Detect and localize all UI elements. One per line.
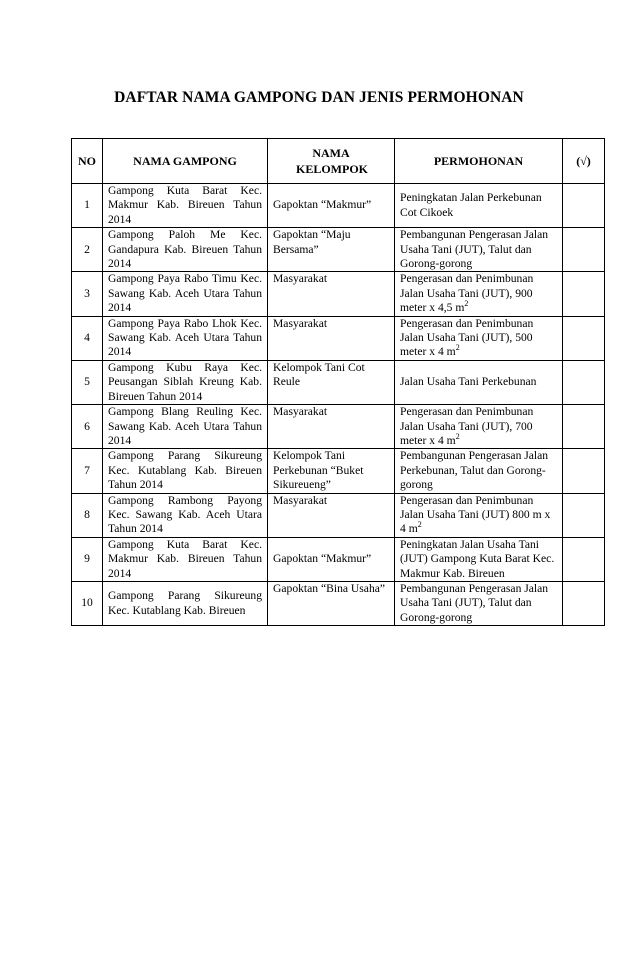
row-nama-kelompok: Masyarakat [268, 316, 395, 360]
row-permohonan-text: Pembangunan Pengerasan Jalan Usaha Tani (JUT), Talut dan Gorong-gorong [400, 228, 549, 271]
table-row [72, 228, 605, 272]
row-permohonan-superscript: 2 [417, 520, 422, 530]
table-row [72, 184, 605, 228]
row-permohonan [395, 316, 563, 360]
row-no: 5 [72, 360, 103, 404]
row-nama-gampong: Gampong Paya Rabo Lhok Kec. Sawang Kab. Aceh Utara Tahun 2014 [103, 316, 268, 360]
row-nama-gampong: Gampong Kuta Barat Kec. Makmur Kab. Bireuen Tahun 2014 [103, 537, 268, 581]
table-header-row [72, 139, 605, 184]
row-permohonan-text: Peningkatan Jalan Perkebunan Cot Cikoek [400, 191, 542, 219]
table-row [72, 493, 605, 537]
row-nama-kelompok: Masyarakat [268, 405, 395, 449]
document-title: DAFTAR NAMA GAMPONG DAN JENIS PERMOHONAN [114, 89, 524, 106]
row-check [563, 360, 605, 404]
table-row [72, 405, 605, 449]
row-no: 3 [72, 272, 103, 316]
gampong-table [71, 138, 605, 626]
header-nama-kelompok-text: NAMA KELOMPOK [296, 146, 368, 176]
row-permohonan-superscript: 2 [455, 343, 460, 353]
row-permohonan-text: Pengerasan dan Penimbunan Jalan Usaha Tani (JUT), 700 meter x 4 m [400, 405, 534, 447]
row-nama-gampong: Gampong Blang Reuling Kec. Sawang Kab. Aceh Utara Tahun 2014 [103, 405, 268, 449]
row-nama-kelompok: Kelompok Tani Perkebunan “Buket Sikureueng” [268, 449, 395, 493]
table-row [72, 537, 605, 581]
header-nama-kelompok [268, 139, 395, 184]
row-permohonan [395, 537, 563, 581]
row-check [563, 537, 605, 581]
row-no: 2 [72, 228, 103, 272]
row-no: 10 [72, 581, 103, 625]
row-nama-kelompok: Masyarakat [268, 272, 395, 316]
row-permohonan-text: Pengerasan dan Penimbunan Jalan Usaha Tani (JUT), 500 meter x 4 m [400, 316, 534, 359]
row-permohonan-text: Pembangunan Pengerasan Jalan Perkebunan, Talut dan Gorong-gorong [400, 449, 549, 492]
header-nama-gampong: NAMA GAMPONG [103, 139, 268, 184]
row-nama-kelompok: Gapoktan “Bina Usaha” [268, 581, 395, 625]
row-permohonan-text: Peningkatan Jalan Usaha Tani (JUT) Gampong Kuta Barat Kec. Makmur Kab. Bireuen [400, 537, 555, 580]
row-nama-kelompok: Gapoktan “Maju Bersama” [268, 228, 395, 272]
table-row [72, 449, 605, 493]
row-check [563, 228, 605, 272]
row-no: 1 [72, 184, 103, 228]
row-no: 6 [72, 405, 103, 449]
row-permohonan [395, 360, 563, 404]
row-nama-kelompok: Masyarakat [268, 493, 395, 537]
row-check [563, 581, 605, 625]
row-permohonan [395, 184, 563, 228]
header-permohonan: PERMOHONAN [395, 139, 563, 184]
row-nama-kelompok: Kelompok Tani Cot Reule [268, 360, 395, 404]
row-permohonan [395, 581, 563, 625]
table-row [72, 316, 605, 360]
row-no: 9 [72, 537, 103, 581]
row-no: 8 [72, 493, 103, 537]
row-no: 4 [72, 316, 103, 360]
row-permohonan-text: Pengerasan dan Penimbunan Jalan Usaha Tani (JUT), 900 meter x 4,5 m [400, 272, 534, 315]
header-no: NO [72, 139, 103, 184]
row-check [563, 449, 605, 493]
row-no: 7 [72, 449, 103, 493]
table-row [72, 360, 605, 404]
row-permohonan [395, 272, 563, 316]
row-permohonan [395, 493, 563, 537]
row-permohonan [395, 449, 563, 493]
row-check [563, 184, 605, 228]
row-nama-kelompok: Gapoktan “Makmur” [268, 184, 395, 228]
row-check [563, 493, 605, 537]
header-check: (√) [563, 139, 605, 184]
row-permohonan [395, 405, 563, 449]
row-nama-kelompok: Gapoktan “Makmur” [268, 537, 395, 581]
row-permohonan-text: Pembangunan Pengerasan Jalan Usaha Tani (JUT), Talut dan Gorong-gorong [400, 581, 549, 624]
row-nama-gampong: Gampong Rambong Payong Kec. Sawang Kab. Aceh Utara Tahun 2014 [103, 493, 268, 537]
table-row [72, 581, 605, 625]
row-nama-gampong: Gampong Parang Sikureung Kec. Kutablang Kab. Bireuen Tahun 2014 [103, 449, 268, 493]
row-check [563, 316, 605, 360]
row-nama-gampong: Gampong Kubu Raya Kec. Peusangan Siblah Kreung Kab. Bireuen Tahun 2014 [103, 360, 268, 404]
row-nama-gampong: Gampong Paloh Me Kec. Gandapura Kab. Bireuen Tahun 2014 [103, 228, 268, 272]
row-permohonan-superscript: 2 [455, 432, 460, 442]
row-nama-gampong: Gampong Paya Rabo Timu Kec. Sawang Kab. Aceh Utara Tahun 2014 [103, 272, 268, 316]
row-permohonan-superscript: 2 [464, 299, 469, 309]
row-permohonan [395, 228, 563, 272]
row-check [563, 272, 605, 316]
row-nama-gampong: Gampong Parang Sikureung Kec. Kutablang Kab. Bireuen [103, 581, 268, 625]
row-check [563, 405, 605, 449]
row-permohonan-text: Pengerasan dan Penimbunan Jalan Usaha Tani (JUT) 800 m x 4 m [400, 493, 551, 536]
table-row [72, 272, 605, 316]
row-permohonan-text: Jalan Usaha Tani Perkebunan [400, 375, 537, 389]
row-nama-gampong: Gampong Kuta Barat Kec. Makmur Kab. Bireuen Tahun 2014 [103, 184, 268, 228]
